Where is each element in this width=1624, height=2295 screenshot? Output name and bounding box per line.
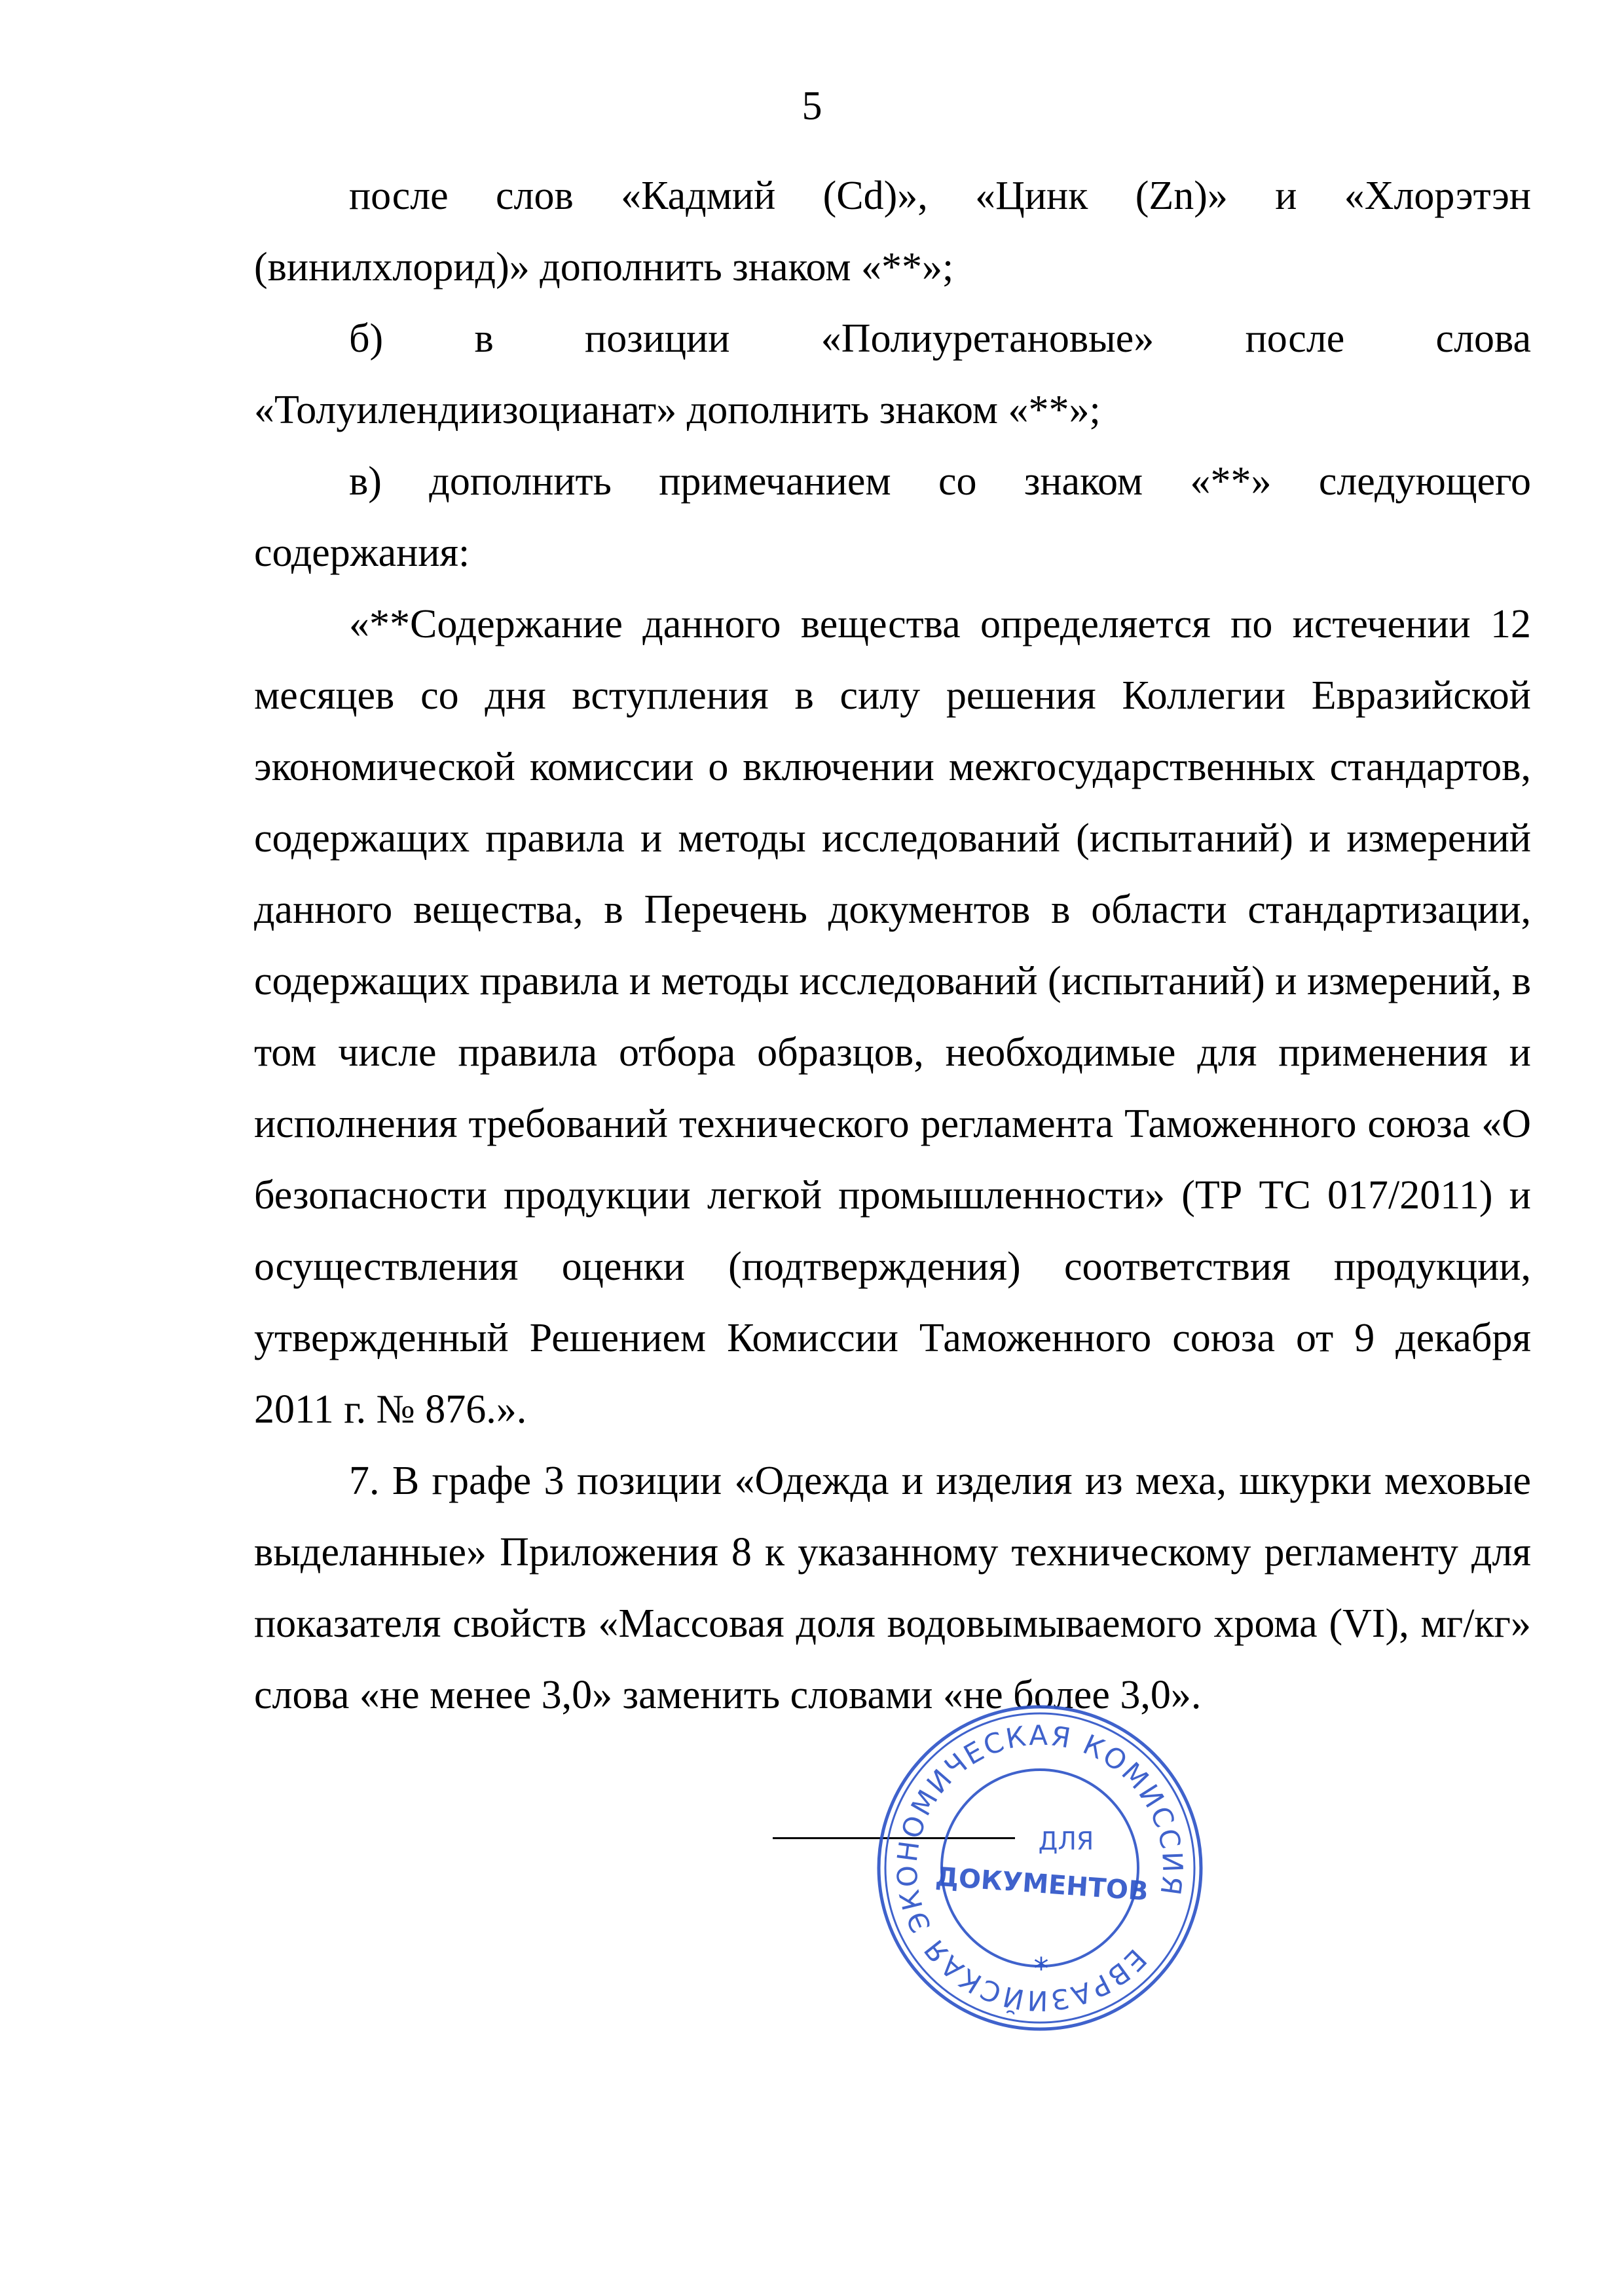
seal-center-line-2: ДОКУМЕНТОВ (934, 1861, 1149, 1907)
paragraph-1: после слов «Кадмий (Cd)», «Цинк (Zn)» и «Хлорэтэн (винилхлорид)» дополнить знаком «**»; (254, 174, 1531, 289)
document-body (254, 160, 1531, 1731)
paragraph-3: в) дополнить примечанием со знаком «**» следующего содержания: (254, 459, 1531, 575)
page-number: 5 (802, 84, 822, 128)
seal-stamp-graphic (870, 1698, 1210, 2038)
paragraph-4: «**Содержание данного вещества определяется по истечении 12 месяцев со дня вступления в силу решения Коллегии Евразийской экономической комиссии о включении межгосударственных стандартов, содержащих правила и методы исследований (испытаний) и измерений данного вещества, в Перечень документов в области стандартизации, содержащих правила и методы исследований (испытаний) и измерений, в том числе правила отбора образцов, необходимые для применения и исполнения требований технического регламента Таможенного союза «О безопасности продукции легкой промышленности» (ТР ТС 017/2011) и осуществления оценки (подтверждения) соответствия продукции, утвержденный Решением Комиссии Таможенного союза от 9 декабря 2011 г. № 876.». (254, 602, 1531, 1432)
seal-star-icon: * (1033, 1951, 1049, 1987)
paragraph-2: б) в позиции «Полиуретановые» после слова «Толуилендиизоцианат» дополнить знаком «**»; (254, 316, 1531, 432)
seal-ring-text: ЕВРАЗИЙСКАЯ ЭКОНОМИЧЕСКАЯ КОМИССИЯ (891, 1719, 1189, 2017)
seal-stamp (870, 1698, 1210, 2038)
paragraph-5: 7. В графе 3 позиции «Одежда и изделия из меха, шкурки меховые выделанные» Приложения 8 к указанному техническому регламенту для показателя свойств «Массовая доля водовымываемого хрома (VI), мг/кг» слова «не менее 3,0» заменить словами «не более 3,0». (254, 1459, 1531, 1717)
seal-center-line-1: ДЛЯ (1038, 1827, 1094, 1856)
